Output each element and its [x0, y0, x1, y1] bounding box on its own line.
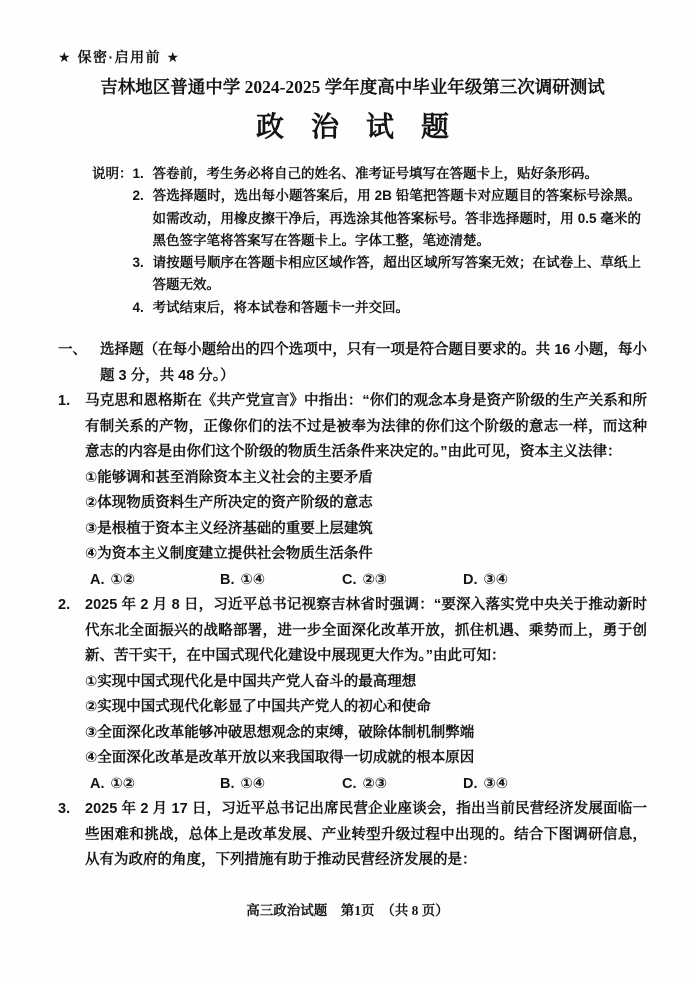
choice-d [463, 772, 647, 798]
choice-b [220, 568, 342, 594]
question-number: 3. [58, 801, 71, 818]
question-stem-block [58, 797, 647, 874]
page-footer: 高三政治试题 第1页 （共 8 页） [246, 903, 449, 918]
statement-3: ③全面深化改革能够冲破思想观念的束缚，破除体制机制弊端 [85, 724, 475, 741]
question-stem-block [58, 389, 647, 466]
statement-4: ④为资本主义制度建立提供社会物质生活条件 [85, 546, 373, 563]
statement-list [58, 670, 647, 772]
choice-value: ③④ [483, 775, 509, 792]
choice-c [342, 772, 463, 798]
instruction-text: 考试结束后，将本试卷和答题卡一并交回。 [152, 299, 409, 315]
instruction-text: 答选择题时，选出每小题答案后，用 2B 铅笔把答题卡对应题目的答案标号涂黑。如需改动，用橡皮擦干净后，再选涂其他答案标号。答非选择题时，用 0.5 毫米的黑色签字笔将答案写在答题卡上。字体工整，笔迹清楚。 [152, 188, 641, 248]
choice-c [342, 568, 463, 594]
choice-value: ①④ [240, 775, 266, 792]
choice-label: C. [342, 775, 357, 792]
section-marker: 一、 [58, 342, 87, 359]
choice-a [90, 568, 220, 594]
choice-row [58, 772, 647, 798]
choice-value: ①② [110, 571, 136, 588]
choice-label: A. [90, 571, 105, 588]
instruction-item-2 [133, 185, 642, 252]
subject-title: 政 治 试 题 [255, 112, 459, 143]
question-stem: 2025 年 2 月 8 日，习近平总书记视察吉林省时强调：“要深入落实党中央关于推动新时代东北全面振兴的战略部署，进一步全面深化改革开放，抓住机遇、乘势而上，勇于创新、苦干实干，在中国式现代化建设中展现更大作为。”由此可知： [85, 597, 647, 665]
instruction-item-4 [133, 297, 642, 319]
choice-label: D. [463, 775, 478, 792]
instructions-list [133, 163, 642, 319]
instruction-number: 3. [132, 255, 144, 271]
choice-row [58, 568, 647, 594]
choice-value: ②③ [362, 775, 388, 792]
instruction-number: 4. [132, 299, 144, 315]
section-heading-text: 选择题（在每小题给出的四个选项中，只有一项是符合题目要求的。共 16 小题，每小题 3 分，共 48 分。） [100, 342, 647, 385]
confidential-notice: ★ 保密·启用前 ★ [58, 49, 181, 65]
choice-value: ①④ [240, 571, 266, 588]
statement-list [58, 466, 647, 568]
exam-title-line: 吉林地区普通中学 2024-2025 学年度高中毕业年级第三次调研测试 [100, 77, 605, 97]
question-3 [58, 797, 647, 874]
statement-3: ③是根植于资本主义经济基础的重要上层建筑 [85, 520, 373, 537]
instruction-number: 2. [132, 188, 144, 204]
choice-a [90, 772, 220, 798]
choice-label: B. [220, 775, 235, 792]
choice-value: ③④ [483, 571, 509, 588]
question-stem-block [58, 593, 647, 670]
choice-b [220, 772, 342, 798]
question-number: 2. [58, 597, 71, 614]
question-number: 1. [58, 393, 71, 410]
instructions-label: 说明： [92, 166, 133, 181]
instruction-text: 答卷前，考生务必将自己的姓名、准考证号填写在答题卡上，贴好条形码。 [152, 166, 598, 181]
choice-value: ②③ [362, 571, 388, 588]
choice-label: C. [342, 571, 357, 588]
choice-value: ①② [110, 775, 136, 792]
instruction-text: 请按题号顺序在答题卡相应区域作答，超出区域所写答案无效；在试卷上、草纸上答题无效。 [152, 255, 641, 293]
section-heading [58, 337, 647, 389]
statement-1: ①能够调和甚至消除资本主义社会的主要矛盾 [85, 469, 373, 486]
instruction-item-3 [133, 252, 642, 297]
instructions-block [92, 163, 641, 319]
question-1 [58, 389, 647, 593]
question-stem: 马克思和恩格斯在《共产党宣言》中指出：“你们的观念本身是资产阶级的生产关系和所有制关系的产物，正像你们的法不过是被奉为法律的你们这个阶级的意志一样，而这种意志的内容是由你们这个阶级的物质生活条件来决定的。”由此可见，资本主义法律： [85, 393, 647, 461]
question-2 [58, 593, 647, 797]
statement-1: ①实现中国式现代化是中国共产党人奋斗的最高理想 [85, 673, 417, 690]
choice-label: D. [463, 571, 478, 588]
choice-label: A. [90, 775, 105, 792]
statement-4: ④全面深化改革是改革开放以来我国取得一切成就的根本原因 [85, 750, 475, 767]
instruction-number: 1. [132, 166, 144, 181]
statement-2: ②体现物质资料生产所决定的资产阶级的意志 [85, 495, 373, 512]
question-stem: 2025 年 2 月 17 日，习近平总书记出席民营企业座谈会，指出当前民营经济发展面临一些困难和挑战，总体上是改革发展、产业转型升级过程中出现的。结合下图调研信息，从有为政府的角度，下列措施有助于推动民营经济发展的是： [85, 801, 647, 869]
choice-label: B. [220, 571, 235, 588]
statement-2: ②实现中国式现代化彰显了中国共产党人的初心和使命 [85, 699, 431, 716]
choice-d [463, 568, 647, 594]
instruction-item-1 [133, 163, 642, 185]
